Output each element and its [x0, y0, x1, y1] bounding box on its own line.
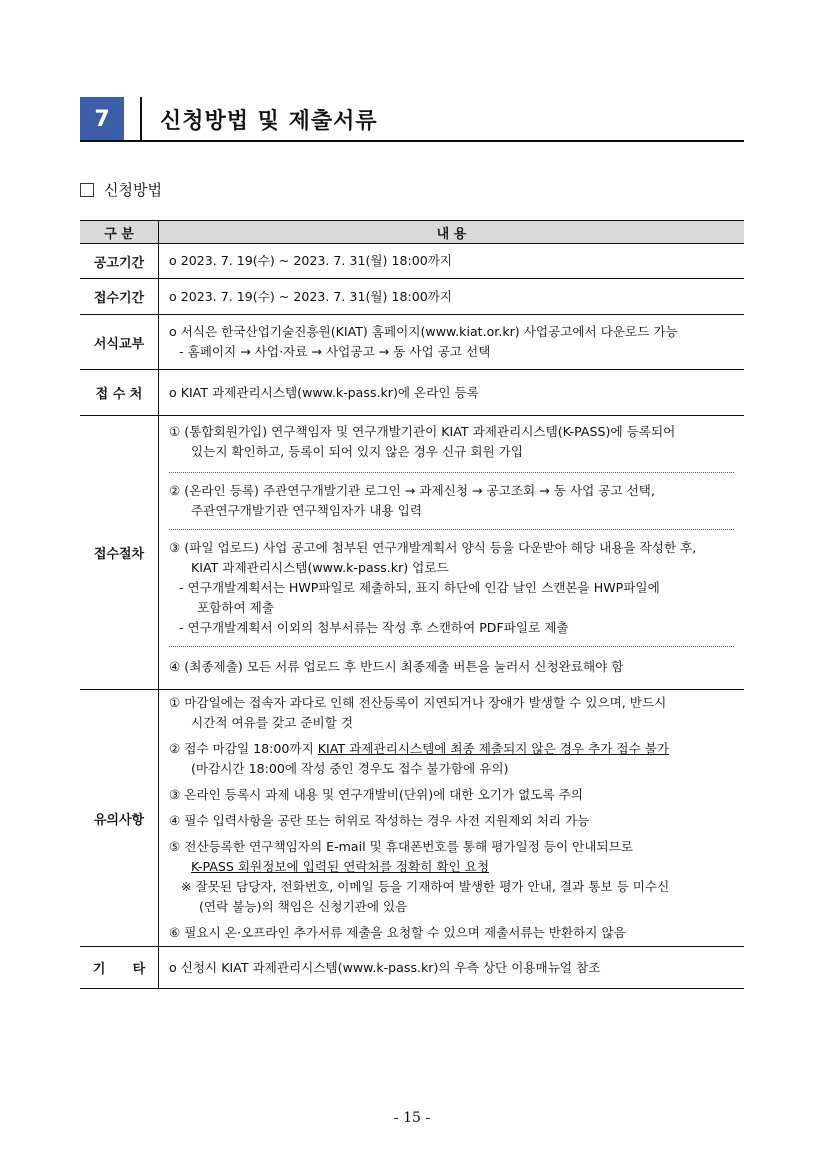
note-5: ⑤ 전산등록한 연구책임자의 E-mail 및 휴대폰번호를 통해 평가일정 등이 안내되므로 K-PASS 회원정보에 입력된 연락처를 정확히 확인 요청 ※ 잘못된 담당자, 전화번호, 이메일 등을 기재하여 발생한 평가 안내, 결과 통보 등 미수신 (연락 불능)의 책임은 신청기관에 있음 [169, 834, 734, 920]
note-1: ① 마감일에는 접속자 과다로 인해 전산등록이 지연되거나 장애가 발생할 수 있으며, 반드시 시간적 여유를 갖고 준비할 것 [169, 695, 667, 730]
row-content-form-distribution: o 서식은 한국산업기술진흥원(KIAT) 홈페이지(www.kiat.or.kr) 사업공고에서 다운로드 가능 - 홈페이지 → 사업·자료 → 사업공고 → 동 사업 공고 선택 [159, 315, 745, 370]
table-row [80, 370, 744, 416]
header-category: 구 분 [80, 221, 159, 244]
note-5-emphasis: K-PASS 회원정보에 입력된 연락처를 정확히 확인 요청 [191, 859, 490, 874]
row-label-receipt-period: 접수기간 [80, 279, 159, 315]
table-row [80, 690, 744, 947]
procedure-step-3: ③ (파일 업로드) 사업 공고에 첨부된 연구개발계획서 양식 등을 다운받아 해당 내용을 작성한 후, KIAT 과제관리시스템(www.k-pass.kr) 업로드 - 연구개발계획서는 HWP파일로 제출하되, 표지 하단에 인감 날인 스캔본을 HWP파일에 포함하여 제출 - 연구개발계획서 이외의 첨부서류는 작성 후 스캔하여 PDF파일로 제출 [169, 529, 734, 646]
table-header-row [80, 221, 744, 244]
note-6: ⑥ 필요시 온·오프라인 추가서류 제출을 요청할 수 있으며 제출서류는 반환하지 않음 [169, 925, 626, 940]
procedure-step-2: ② (온라인 등록) 주관연구개발기관 로그인 → 과제신청 → 공고조회 → 동 사업 공고 선택, 주관연구개발기관 연구책임자가 내용 입력 [169, 472, 734, 529]
table-row [80, 244, 744, 279]
table-row [80, 315, 744, 370]
note-2: ② 접수 마감일 18:00까지 KIAT 과제관리시스템에 최종 제출되지 않은 경우 추가 접수 불가 (마감시간 18:00에 작성 중인 경우도 접수 불가함에 유의) [169, 741, 670, 776]
row-content-procedure [159, 416, 745, 690]
section-title: 신청방법 및 제출서류 [160, 109, 378, 134]
square-bullet-icon [80, 183, 94, 197]
row-label-notice-period: 공고기간 [80, 244, 159, 279]
subheading [80, 179, 162, 200]
row-label-etc: 기 타 [80, 947, 159, 989]
header-content: 내 용 [159, 221, 745, 244]
table-row [80, 947, 744, 989]
row-content-etc: o 신청시 KIAT 과제관리시스템(www.k-pass.kr)의 우측 상단 이용매뉴얼 참조 [159, 947, 745, 989]
row-content-receipt-place: o KIAT 과제관리시스템(www.k-pass.kr)에 온라인 등록 [159, 370, 745, 416]
row-label-receipt-place: 접 수 처 [80, 370, 159, 416]
subheading-text: 신청방법 [104, 181, 162, 199]
table-row [80, 416, 744, 690]
section-title-underline [80, 140, 744, 142]
note-3: ③ 온라인 등록시 과제 내용 및 연구개발비(단위)에 대한 오기가 없도록 주의 [169, 787, 583, 802]
page-number: - 15 - [393, 1110, 431, 1126]
row-content-receipt-period: o 2023. 7. 19(수) ~ 2023. 7. 31(월) 18:00까지 [159, 279, 745, 315]
table-row [80, 279, 744, 315]
row-label-procedure: 접수절차 [80, 416, 159, 690]
row-label-form-distribution: 서식교부 [80, 315, 159, 370]
procedure-step-1: ① (통합회원가입) 연구책임자 및 연구개발기관이 KIAT 과제관리시스템(K-PASS)에 등록되어 있는지 확인하고, 등록이 되어 있지 않은 경우 신규 회원 가입 [169, 424, 676, 459]
row-content-notes [159, 690, 745, 947]
procedure-step-4: ④ (최종제출) 모든 서류 업로드 후 반드시 최종제출 버튼을 눌러서 신청완료해야 함 [169, 646, 734, 689]
application-info-table [80, 220, 744, 989]
row-label-notes: 유의사항 [80, 690, 159, 947]
note-2-emphasis: KIAT 과제관리시스템에 최종 제출되지 않은 경우 추가 접수 불가 [317, 741, 670, 756]
note-4: ④ 필수 입력사항을 공란 또는 허위로 작성하는 경우 사전 지원제외 처리 가능 [169, 813, 590, 828]
section-title-divider [140, 97, 142, 141]
section-number-badge: 7 [80, 97, 124, 141]
row-content-notice-period: o 2023. 7. 19(수) ~ 2023. 7. 31(월) 18:00까지 [159, 244, 745, 279]
